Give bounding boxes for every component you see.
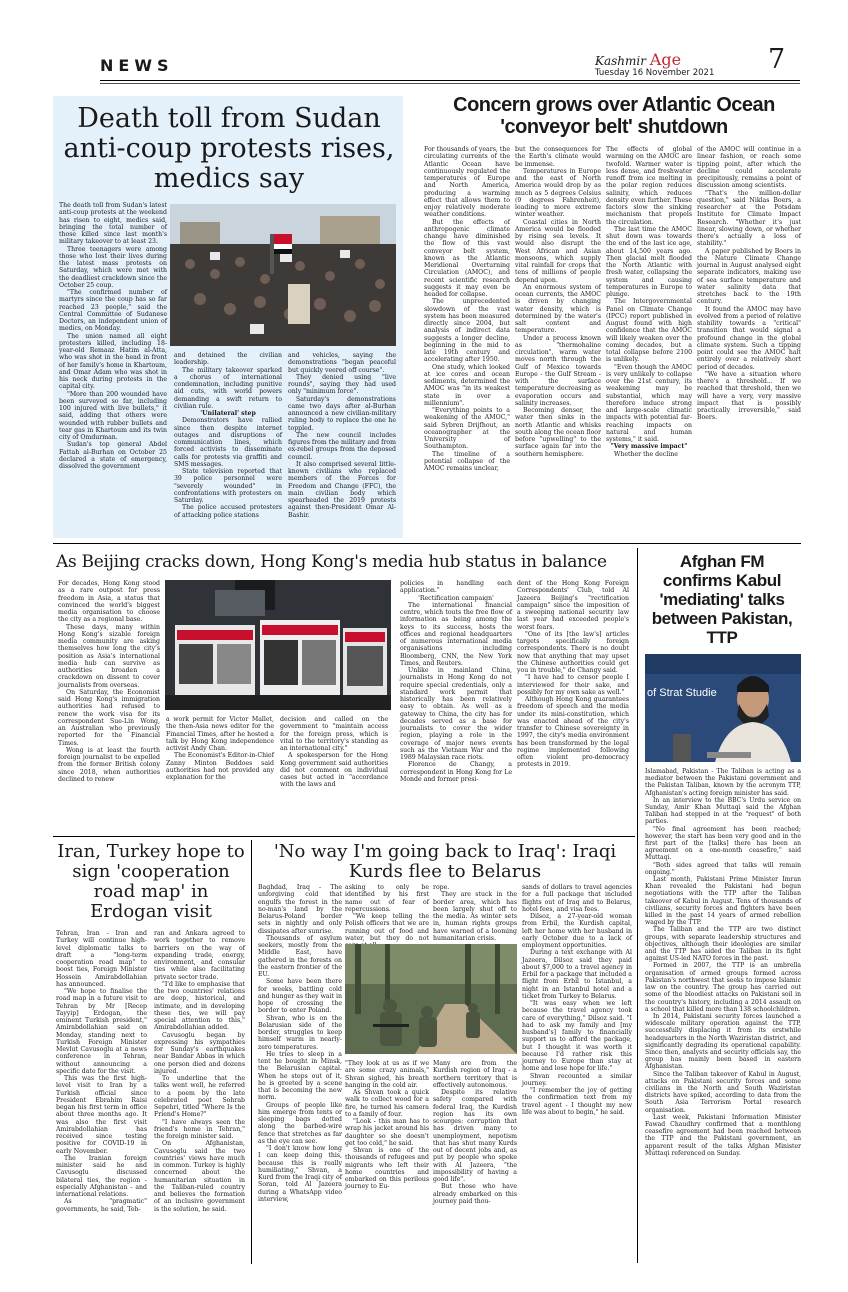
paragraph: For decades, Hong Kong stood as a rare outpost for press freedom in Asia, a status that convinced the world's biggest media organisation to choose the city as a regional base. bbox=[58, 580, 160, 624]
paragraph: Last month, Pakistani Prime Minister Imran Khan revealed the Pakistani had begun negotiations with the TTP after the Taliban takeover of Kabul in August. Tens of thousands of civilians, security forces and fighters have been killed in the past 14 years of armed rebellion waged by the TTP. bbox=[645, 876, 801, 927]
paragraph: On Saturday, the Economist said Hong Kong's immigration authorities had refused to renew the work visa for its correspondent Sue-Lin Wong, an Australian who previously reported for the Financial Times. bbox=[58, 688, 160, 747]
paragraph: One study, which looked at ice cores and ocean sediments, determined the AMOC was "in its weakest state in over a millennium". bbox=[424, 363, 510, 407]
masthead-logo bbox=[595, 50, 681, 69]
section-label: NEWS bbox=[100, 56, 174, 75]
divider-horizontal bbox=[53, 543, 801, 544]
paragraph: An enormous system of ocean currents, the AMOC is driven by changing water density, which is determined by the water's salt content and temperature. bbox=[515, 283, 601, 335]
paragraph: In 2014, Pakistani security forces launched a widescale military operation against the TTP, successfully displacing it from its erstwhile headquarters in the North Waziristan district, and significantly degrading its operational capability. Since then, analysts and security officials say, the group has mainly been based in eastern Afghanistan. bbox=[645, 1012, 801, 1071]
paragraph: Whether the decline bbox=[614, 450, 678, 458]
paragraph: The timeline of a potential collapse of the AMOC remains unclear, bbox=[424, 450, 510, 472]
paragraph: The Economist's Editor-in-Chief Zanny Minton Beddoes said authorities had not provided any explanation for the bbox=[166, 752, 274, 781]
paragraph: As Shvan took a quick walk to collect wood for a fire, he turned his camera to a family of four. bbox=[345, 1089, 429, 1118]
hongkong-column-1 bbox=[58, 580, 160, 830]
paragraph: The death toll from Sudan's latest anti-coup protests at the weekend has risen to eight, medics said, bringing the total number of those killed since last month's military takeover to at least 23. bbox=[59, 202, 167, 246]
paragraph: "Both sides agreed that talks will remain ongoing." bbox=[645, 861, 801, 876]
paragraph: On Afghanistan, Cavusoglu said the two countries' views have much in common. Turkey is highly concerned about the humanitarian situation in the Taliban-ruled country and believes the formation of an inclusive government is the solution, he said. bbox=[154, 1140, 245, 1213]
paragraph: rope. bbox=[433, 884, 450, 891]
paragraph: "They look at us as if we are some crazy animals," Shvan sighed, his breath hanging in the cold air. bbox=[345, 1060, 429, 1089]
paragraph: In an interview to the BBC's Urdu service on Sunday, Amir Khan Muttaqi said the Afghan Taliban had stepped in at the "request" of both parties. bbox=[645, 796, 801, 826]
paragraph: As "pragmatic" governments, he said, Teh- bbox=[56, 1198, 147, 1213]
sudan-column-2 bbox=[174, 352, 282, 532]
paragraph: Shvan is one of the thousands of refugees and migrants who left their home countries and embarked on this perilous journey to Eu- bbox=[345, 1147, 429, 1191]
paragraph: A paper published by Boers in the Nature Climate Change journal in August analysed eight separate indicators, making use of sea surface temperature and water salinity data that stretches back to the 19th century. bbox=[697, 247, 801, 306]
afghan-headline: Afghan FM confirms Kabul 'mediating' talks between Pakistan, TTP bbox=[651, 552, 793, 647]
paragraph: Shvan, who is on the Belarusian side of the border, struggles to keep himself warm in nearly-zero temperatures. bbox=[258, 1014, 342, 1051]
masthead-logo-ag: Ag bbox=[649, 50, 672, 69]
paragraph: The Taliban and the TTP are two distinct groups, with separate leadership structures and objectives, although their ideologies are similar and the TTP has aided the Taliban in its fight against US-led NATO forces in the past. bbox=[645, 926, 801, 963]
paragraph: "It was easy when we left because the travel agency took care of everything," Dilsoz said. "I had to ask my family and [my husband's] family to financially support us to afford the package, but I thought it was worth it because I'd rather risk this journey to Europe than stay at home and lose hope for life." bbox=[522, 1000, 632, 1073]
paragraph: The Iranian foreign minister said he and Cavusoglu discussed bilateral ties, the region - especially Afghanistan - and international relations. bbox=[56, 1154, 147, 1198]
atlantic-column-3 bbox=[606, 146, 692, 536]
paragraph: State television reported that 39 police personnel were "severely wounded" in confrontations with protesters on Saturday. bbox=[174, 468, 282, 504]
photo-backdrop-text: of Strat Studie bbox=[647, 687, 717, 699]
paragraph: of the AMOC will continue in a linear fashion, or reach some tipping point, after which the decline could accelerate precipitously, remains a point of discussion among scientists. bbox=[697, 146, 801, 190]
paragraph: Despite its relative safety compared with federal Iraq, the Kurdish region has its own scourges: corruption that has driven many to unemployment, nepotism that has shut many Kurds out of decent jobs and, as put by people who spoke with Al Jazeera, "the impossibility of having a good life". bbox=[433, 1089, 517, 1183]
subhead: 'Rectification campaign' bbox=[418, 594, 494, 602]
paragraph: A spokesperson for the Hong Kong government said authorities did not comment on individual cases but acted in "accordance with the laws and bbox=[280, 752, 388, 789]
paragraph: Coastal cities in North America would be flooded by rising sea levels. It would also disrupt the West African and Asian monsoons, which supply vital rainfall for crops that tens of millions of people depend upon. bbox=[515, 218, 601, 284]
header-rule bbox=[100, 80, 800, 81]
masthead-logo-kashmir: Kashmir bbox=[595, 54, 646, 68]
iraq-column-3b bbox=[433, 1060, 517, 1266]
paragraph: asking to only be identified by his first name out of fear of repercussions. bbox=[345, 884, 429, 913]
paragraph: "I'd like to emphasise that the two countries' relations are deep, historical, and intimate, and in developing these ties, we will pay special attention to this," Amirabdollahian added. bbox=[154, 980, 245, 1032]
paragraph: Saturday's demonstrations came two days after al-Burhan announced a new civilian-military ruling body to replace the one he toppled. bbox=[288, 395, 396, 432]
paragraph: Groups of people like him emerge from tents or sleeping bags dotted along the barbed-wire fence that stretches as far as the eye can see. bbox=[258, 1101, 342, 1145]
paragraph: "Even though the AMOC is very unlikely to collapse over the 21st century, its weakening may be substantial, which may therefore induce strong and large-scale climatic impacts with potential far-reaching impacts on natural and human systems," it said. bbox=[606, 363, 692, 443]
paragraph: To underline that the talks went well, he referred to a poem by the late celebrated poet Sohrab Sepehri, titled "Where Is the Friend's Home?" bbox=[154, 1075, 245, 1119]
paragraph: dent of the Hong Kong Foreign Correspondents' Club, told Al Jazeera Beijing's "rectification campaign" since the imposition of a sweeping national security law last year had exceeded people's worst fears. bbox=[517, 580, 629, 631]
paragraph: "That's the million-dollar question," said Niklas Boers, a researcher at the Potsdam Institute for Climate Impact Research. "Whether it's just linear, slowing down, or whether there's actually a loss of stability." bbox=[697, 189, 801, 248]
paragraph: "More than 200 wounded have been surveyed so far, including 100 injured with live bullets," it said, adding that others were wounded with rubber bullets and tear gas in Khartoum and its twin city of Omdurman. bbox=[59, 390, 167, 441]
paragraph: But those who have already embarked on this journey paid thou- bbox=[433, 1183, 517, 1205]
paragraph: Under a process known as "thermohaline circulation", warm water moves north through the Gulf of Mexico towards Europe - the Gulf Stream - with the surface temperature decreasing as evaporation occurs and salinity increases. bbox=[515, 334, 601, 407]
paragraph: It also comprised several little-known civilians who replaced members of the Forces for Freedom and Change (FFC), the main civilian body which spearheaded the 2019 protests against then-President Omar Al-Bashir. bbox=[288, 460, 396, 519]
iraq-column-3a bbox=[433, 884, 517, 940]
hongkong-newspapers-photo bbox=[165, 580, 391, 710]
paragraph: The last time the AMOC shut down was towards the end of the last ice age, about 14,500 years ago. Then glacial melt flooded the North Atlantic with fresh water, collapsing the system and causing temperatures in Europe to plunge. bbox=[606, 225, 692, 298]
paragraph: The union named all eight protesters killed, including 18-year-old Remaaz Hatim al-Atta, who was shot in the head in front of her family's home in Khartoum, and Omar Adam who was shot in his neck during protests in the capital city. bbox=[59, 332, 167, 391]
paragraph: "I don't know how long I can keep doing this, because this is really humiliating," Shvan, a Kurd from the Iraqi city of Soran, told Al Jazeera during a WhatsApp video interview, bbox=[258, 1145, 342, 1203]
paragraph: But the effects of anthropogenic climate change have diminished the flow of this vast conveyor belt system, known as the Atlantic Meridional Overturning Circulation (AMOC), and recent scientific research suggests it may even be headed for collapse. bbox=[424, 218, 510, 298]
issue-date: Tuesday 16 November 2021 bbox=[595, 68, 715, 78]
paragraph: The international financial centre, which touts the free flow of information as being among the keys to its success, hosts the offices and regional headquarters of numerous international media organisations including Bloomberg, CNN, the New York Times, and Reuters. bbox=[400, 601, 512, 667]
paragraph: He tries to sleep in a tent he bought in Minsk, the Belarusian capital. When he steps out of it, he is greeted by a scene that is becoming the new norm. bbox=[258, 1050, 342, 1102]
iraq-column-4 bbox=[522, 884, 632, 1266]
paragraph: The police accused protesters of attacking police stations bbox=[174, 504, 282, 519]
paragraph: They denied using "live rounds", saying they had used only "minimum force". bbox=[288, 373, 396, 396]
paragraph: This was the first high-level visit to Iran by a Turkish official since President Ebrahim Raisi began his first term in office about three months ago. It was also the first visit Amirabdollahian has received since testing positive for COVID-19 in early November. bbox=[56, 1075, 147, 1155]
paragraph: a work permit for Victor Mallet, the then-Asia news editor for the Financial Times, after he hosted a talk by Hong Kong independence activist Andy Chan. bbox=[166, 716, 274, 752]
paragraph: Unlike in mainland China, journalists in Hong Kong do not require special credentials, only a standard work permit that historically has been relatively easy to obtain. As well as a gateway to China, the city has for decades served as a base for journalists to cover the wider region, playing a role in the coverage of major news events such as the Vietnam War and the 1989 Malaysian race riots. bbox=[400, 667, 512, 761]
iraq-column-1 bbox=[258, 884, 342, 1266]
paragraph: These days, many within Hong Kong's sizable foreign media community are asking themselves how long the city's position as Asia's international media hub can survive as authorities broaden a crackdown on dissent to cover journalists from overseas. bbox=[58, 623, 160, 689]
paragraph: "I remember the joy of getting the confirmation text from my travel agent - I thought my new life was about to begin," he said. bbox=[522, 1087, 632, 1116]
paragraph: Baghdad, Iraq - The unforgiving cold that engulfs the forest in the no-man's land by the Belarus-Poland border sets in nightly and only dissipates after sunrise. bbox=[258, 884, 342, 935]
paragraph: Formed in 2007, the TTP is an umbrella organisation of armed groups formed across Pakistan's northwest that seeks to impose Islamic law on the country. The group has carried out some of the bloodiest attacks on Pakistani soil in the country's history, including a 2014 assault on a school that killed more than 138 schoolchildren. bbox=[645, 962, 801, 1013]
sudan-headline: Death toll from Sudan anti-coup protests rises, medics say bbox=[63, 103, 395, 194]
header-rule-thin bbox=[100, 83, 800, 84]
paragraph: Three teenagers were among those who lost their lives during the latest mass protests on Saturday, which were met with the deadliest crackdown since the October 25 coup. bbox=[59, 245, 167, 289]
paragraph: Dilsoz, a 27-year-old woman from Erbil, the Kurdish capital, left her home with her husband in early October due to a lack of employment opportunities. bbox=[522, 913, 632, 949]
paragraph: Many are from the Kurdish region of Iraq - a northern territory that is effectively autonomous. bbox=[433, 1060, 517, 1089]
iraq-soldiers-photo bbox=[345, 944, 517, 1054]
sudan-protest-photo bbox=[170, 204, 396, 346]
masthead-logo-e: e bbox=[671, 50, 682, 69]
iran-column-1 bbox=[56, 930, 147, 1266]
paragraph: Although Hong Kong guarantees freedom of speech and the media under its mini-constitution, which was enacted ahead of the city's transfer to Chinese sovereignty in 1997, the city's media environment has been transformed by the legal regime implemented following often violent pro-democracy protests in 2019. bbox=[517, 696, 629, 769]
paragraph: Some have been there for weeks, battling cold and hunger as they wait in hope of crossing the border to enter Poland. bbox=[258, 978, 342, 1015]
iraq-column-2b bbox=[345, 1060, 429, 1266]
paragraph: Thousands of asylum seekers, mostly from the Middle East, have gathered in the forests on the eastern frontier of the EU. bbox=[258, 934, 342, 978]
sudan-column-1 bbox=[59, 202, 167, 532]
iran-column-2 bbox=[154, 930, 245, 1266]
hongkong-column-5 bbox=[517, 580, 629, 832]
hongkong-column-3 bbox=[280, 716, 388, 832]
paragraph: "Look - this man has to wrap his jacket around his daughter so she doesn't get too cold," he said. bbox=[345, 1118, 429, 1147]
paragraph: The new council includes figures from the military and from ex-rebel groups from the deposed council. bbox=[288, 431, 396, 461]
paragraph: ran and Ankara agreed to work together to remove barriers on the way of expanding trade, energy, environment, and consular ties while also facilitating private sector trade. bbox=[154, 930, 245, 981]
hongkong-column-2 bbox=[166, 716, 274, 832]
paragraph: The unprecedented slowdown of the vast system has been measured directly since 2004, but analysis of indirect data suggests a longer decline, beginning in the mid to late 19th century and accelerating after 1950. bbox=[424, 298, 510, 364]
paragraph: For thousands of years, the circulating currents of the Atlantic Ocean have continuously regulated the temperatures of Europe and North America, producing a warming effect that allows them to enjoy relatively moderate weather conditions. bbox=[424, 146, 510, 219]
paragraph: "One of its [the law's] articles targets specifically foreign correspondents. There is no doubt now that anything that may upset the Chinese authorities could get you in trouble," de Changy said. bbox=[517, 630, 629, 674]
iraq-headline: 'No way I'm going back to Iraq': Iraqi Kurds flee to Belarus bbox=[273, 841, 617, 882]
atlantic-column-4 bbox=[697, 146, 801, 536]
paragraph: Tehran, Iran - Iran and Turkey will continue high-level diplomatic talks to draft a "long-term cooperation road map" to boost ties, Foreign Minister Hossein Amirabdollahian has announced. bbox=[56, 930, 147, 988]
atlantic-headline: Concern grows over Atlantic Ocean 'conveyor belt' shutdown bbox=[453, 94, 775, 138]
paragraph: "We hope to finalise the road map in a future visit to Tehran by Mr [Recep Tayyip] Erdogan, the eminent Turkish president," Amirabdollahian said on Monday, standing next to Turkish Foreign Minister Mevlut Cavusoglu at a news conference in Tehran, without announcing a specific date for the visit. bbox=[56, 988, 147, 1075]
paragraph: Florence de Changy, a correspondent in Hong Kong for Le Monde and former presi- bbox=[400, 761, 512, 783]
paragraph: policies in handling each application." bbox=[400, 580, 512, 595]
paragraph: During a text exchange with Al Jazeera, Dilsoz said they paid about $7,000 to a travel agency in Erbil for a package that included a flight from Erbil to Istanbul, a night in an Istanbul hotel and a ticket from Turkey to Belarus. bbox=[522, 949, 632, 1000]
paragraph: The effects of global warming on the AMOC are twofold. Warmer water is less dense, and freshwater runoff from ice melting in the polar region reduces salinity, which reduces density even further. These factors slow the sinking mechanism that propels the circulation. bbox=[606, 146, 692, 226]
iraq-column-2a bbox=[345, 884, 429, 940]
atlantic-column-1 bbox=[424, 146, 510, 536]
paragraph: The military takeover sparked a chorus of international condemnation, including punitive aid cuts, with world powers demanding a swift return to civilian rule. bbox=[174, 366, 282, 410]
divider-horizontal bbox=[53, 836, 635, 837]
paragraph: "No final agreement has been reached; however, the start has been very good and in the first part of the [talks] there has been an agreement on a one-month ceasefire," said Muttaqi. bbox=[645, 825, 801, 862]
paragraph: Since the Taliban takeover of Kabul in August, attacks on Pakistani security forces and some civilians in the North and South Waziristan districts have spiked, according to data from the South Asia Terrorism Portal research organisation. bbox=[645, 1070, 801, 1114]
afghan-minister-photo bbox=[645, 654, 801, 762]
iran-headline: Iran, Turkey hope to sign 'cooperation road map' in Erdogan visit bbox=[57, 841, 245, 922]
paragraph: "We keep telling the Polish officers that we are running out of food and water, but they do not bbox=[345, 913, 429, 942]
paragraph: "We have a situation where there's a threshold... If we reached that threshold, then we will have a very, very massive impact that is possibly practically irreversible," said Boers. bbox=[697, 370, 801, 422]
paragraph: and vehicles, saying the demonstrations "began peaceful but quickly veered off course". bbox=[288, 352, 396, 374]
paragraph: Temperatures in Europe and the east of North America would drop by as much as 5 degrees Celsius (9 degrees Fahrenheit), leading to more extreme winter weather. bbox=[515, 167, 601, 219]
paragraph: Cavusoglu began by expressing his sympathies for Sunday's earthquakes near Bandar Abbas in which one person died and dozens injured. bbox=[154, 1031, 245, 1075]
hongkong-column-4 bbox=[400, 580, 512, 832]
paragraph: Islamabad, Pakistan - The Taliban is acting as a mediator between the Pakistani government and the Pakistan Taliban, known by the acronym TTP, Afghanistan's acting foreign minister has said. bbox=[645, 768, 801, 797]
paragraph: It found the AMOC may have evolved from a period of relative stability towards a "critical" transition that would signal a profound change in the global climate system. Such a tipping point could see the AMOC halt entirely over a relatively short period of decades. bbox=[697, 305, 801, 371]
paragraph: "I have had to censor people I interviewed for their sake, and possibly for my own sake as well." bbox=[517, 674, 629, 696]
paragraph: Wong is at least the fourth foreign journalist to be expelled from the former British colony since 2018, when authorities declined to renew bbox=[58, 746, 160, 783]
paragraph: The Intergovernmental Panel on Climate Change (IPCC) report published in August found with high confidence that the AMOC will likely weaken over the coming decades, but a total collapse before 2100 is unlikely. bbox=[606, 298, 692, 364]
paragraph: decision and called on the government to "maintain access for the foreign press, which is vital to the territory's standing as an international city." bbox=[280, 716, 388, 752]
paragraph: but the consequences for the Earth's climate would be immense. bbox=[515, 146, 601, 168]
subhead: "Very massive impact" bbox=[610, 443, 688, 451]
paragraph: "Everything points to a weakening of the AMOC," said Sybren Drijfhout, an oceanographer at the University of Southampton. bbox=[424, 407, 510, 451]
hongkong-headline: As Beijing cracks down, Hong Kong's media hub status in balance bbox=[56, 552, 607, 572]
paragraph: Demonstrators have rallied since then despite internet outages and disruptions of communication lines, which forced activists to disseminate calls for protests via graffiti and SMS messages. bbox=[174, 417, 282, 468]
afghan-column bbox=[645, 768, 801, 1266]
paragraph: sands of dollars to travel agencies for a full package that included flights out of Iraq and to Belarus, hotel fees, and visa fees. bbox=[522, 884, 632, 913]
paragraph: "The confirmed number of martyrs since the coup has so far reached 23 people," said the Central Committee of Sudanese Doctors, an independent union of medics, on Monday. bbox=[59, 289, 167, 333]
paragraph: Sudan's top general Abdel Fattah al-Burhan on October 25 declared a state of emergency, dissolved the government bbox=[59, 441, 167, 470]
paragraph: Last week, Pakistani Information Minister Fawad Chaudhry confirmed that a monthlong ceasefire agreement had been reached between the TTP and the Pakistani government, an apparent result of the talks Afghan Minister Muttaqi referenced on Sunday. bbox=[645, 1113, 801, 1157]
divider-vertical bbox=[251, 840, 252, 1264]
subhead: 'Unilateral' step bbox=[200, 410, 256, 417]
paragraph: Becoming denser, the water then sinks in the north Atlantic and whisks south along the ocean floor before "upwelling" to the surface again far into the southern hemisphere. bbox=[515, 407, 601, 458]
paragraph: and detained the civilian leadership. bbox=[174, 352, 282, 367]
divider-vertical bbox=[637, 548, 638, 1263]
sudan-column-3 bbox=[288, 352, 396, 532]
paragraph: "I have always seen the friend's home in Tehran," the foreign minister said. bbox=[154, 1118, 245, 1140]
paragraph: Shvan recounted a similar journey. bbox=[522, 1072, 632, 1087]
page-number: 7 bbox=[768, 44, 786, 75]
atlantic-column-2 bbox=[515, 146, 601, 536]
paragraph: They are stuck in the border area, which has been largely shut off to the media. As winter sets in, human rights groups have warned of a looming humanitarian crisis. bbox=[433, 891, 517, 942]
